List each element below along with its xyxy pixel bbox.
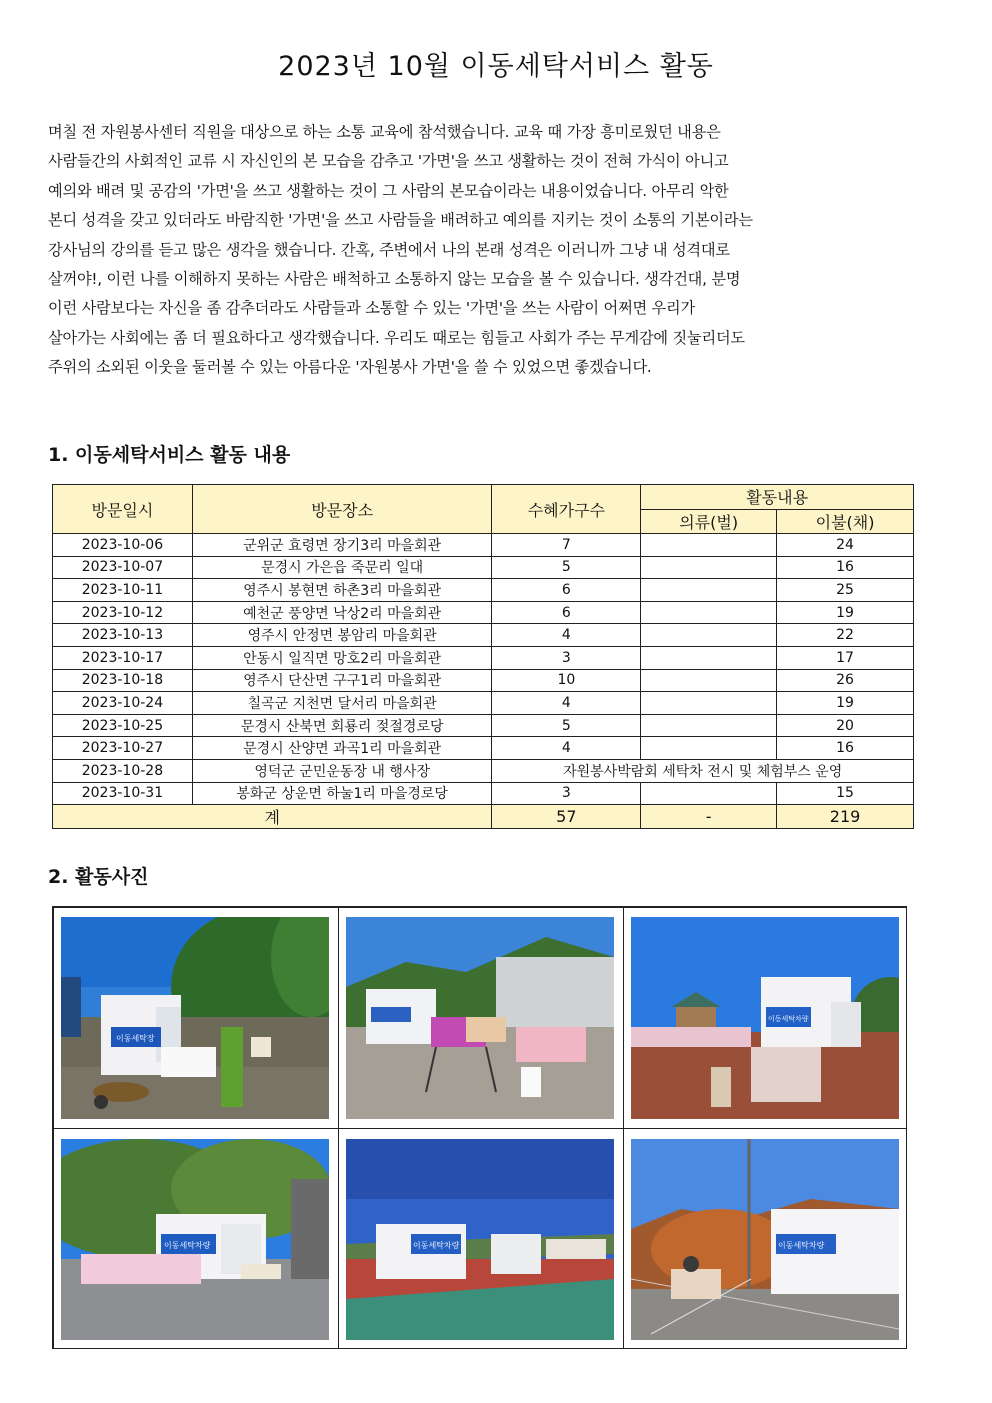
- total-label: 계: [53, 805, 492, 829]
- intro-line: 이런 사람보다는 자신을 좀 감추더라도 사람들과 소통할 수 있는 '가면'을 쓰는 사람이 어쩌면 우리가: [48, 299, 695, 318]
- cell-date: 2023-10-07: [53, 556, 193, 579]
- cell-clothes: [641, 669, 777, 692]
- cell-date: 2023-10-12: [53, 601, 193, 624]
- cell-date: 2023-10-11: [53, 579, 193, 602]
- table-row: [53, 624, 914, 647]
- cell-place: 군위군 효령면 장기3리 마을회관: [192, 534, 492, 557]
- activity-photo-5: [346, 1139, 614, 1340]
- cell-households: 3: [492, 782, 641, 805]
- cell-place: 영주시 안정면 봉암리 마을회관: [192, 624, 492, 647]
- cell-households: 6: [492, 601, 641, 624]
- table-row-special: [53, 759, 914, 782]
- table-row: [53, 601, 914, 624]
- intro-line: 살아가는 사회에는 좀 더 필요하다고 생각했습니다. 우리도 때로는 힘들고 사회가 주는 무게감에 짓눌리더도: [48, 328, 745, 347]
- total-households: 57: [492, 805, 641, 829]
- total-bedding: 219: [777, 805, 914, 829]
- page-title: 2023년 10월 이동세탁서비스 활동: [278, 51, 714, 82]
- cell-place: 영주시 봉현면 하촌3리 마을회관: [192, 579, 492, 602]
- intro-line: 며칠 전 자원봉사센터 직원을 대상으로 하는 소통 교육에 참석했습니다. 교육 때 가장 흥미로웠던 내용은: [48, 123, 721, 141]
- cell-clothes: [641, 692, 777, 715]
- cell-households: 7: [492, 534, 641, 557]
- cell-date: 2023-10-18: [53, 669, 193, 692]
- table-row: [53, 646, 914, 669]
- intro-line: 사람들간의 사회적인 교류 시 자신인의 본 모습을 감추고 '가면'을 쓰고 생활하는 것이 전혀 가식이 아니고: [48, 152, 729, 171]
- activity-photo-6: [631, 1139, 899, 1340]
- cell-households: 4: [492, 737, 641, 760]
- cell-bedding: 26: [777, 669, 914, 692]
- table-row: [53, 556, 914, 579]
- cell-clothes: [641, 601, 777, 624]
- cell-clothes: [641, 579, 777, 602]
- table-row: [53, 782, 914, 805]
- cell-households: 4: [492, 692, 641, 715]
- cell-households: 10: [492, 669, 641, 692]
- header-bedding: 이불(채): [777, 509, 914, 534]
- header-households: 수혜가구수: [492, 485, 641, 534]
- cell-households: 6: [492, 579, 641, 602]
- section-heading-photos: 2. 활동사진: [48, 866, 149, 888]
- header-place: 방문장소: [192, 485, 492, 534]
- table-row: [53, 669, 914, 692]
- total-clothes: -: [641, 805, 777, 829]
- photo-grid: [52, 906, 907, 1349]
- cell-clothes: [641, 534, 777, 557]
- cell-households: 3: [492, 646, 641, 669]
- cell-place: 영주시 단산면 구구1리 마을회관: [192, 669, 492, 692]
- truck-label: 이동세탁차량: [768, 1015, 809, 1023]
- activity-photo-4: [61, 1139, 329, 1340]
- header-activity: 활동내용: [641, 485, 914, 510]
- cell-clothes: [641, 624, 777, 647]
- cell-date: 2023-10-13: [53, 624, 193, 647]
- table-total-row: [53, 805, 914, 829]
- cell-date: 2023-10-25: [53, 714, 193, 737]
- activity-photo-1: [61, 917, 329, 1119]
- cell-clothes: [641, 737, 777, 760]
- cell-place: 영덕군 군민운동장 내 행사장: [192, 759, 492, 782]
- cell-place: 문경시 산북면 회룡리 젖절경로당: [192, 714, 492, 737]
- truck-label: 이동세탁차량: [778, 1241, 825, 1250]
- activity-table: [52, 484, 914, 829]
- table-row: [53, 579, 914, 602]
- table-row: [53, 534, 914, 557]
- table-row: [53, 714, 914, 737]
- cell-clothes: [641, 714, 777, 737]
- intro-line: 강사님의 강의를 듣고 많은 생각을 했습니다. 간혹, 주변에서 나의 본래 성격은 이러니까 그냥 내 성격대로: [48, 240, 730, 259]
- intro-line: 예의와 배려 및 공감의 '가면'을 쓰고 생활하는 것이 그 사람의 본모습이라는 내용이었습니다. 아무리 악한: [48, 181, 729, 200]
- cell-bedding: 16: [777, 556, 914, 579]
- cell-clothes: [641, 556, 777, 579]
- intro-line: 살꺼야!, 이런 나를 이해하지 못하는 사람은 배척하고 소통하지 않는 모습을 볼 수 있습니다. 생각건대, 분명: [48, 270, 741, 289]
- cell-bedding: 19: [777, 601, 914, 624]
- cell-bedding: 25: [777, 579, 914, 602]
- table-row: [53, 692, 914, 715]
- cell-bedding: 19: [777, 692, 914, 715]
- cell-place: 문경시 산양면 과곡1리 마을회관: [192, 737, 492, 760]
- cell-place: 예천군 풍양면 낙상2리 마을회관: [192, 601, 492, 624]
- cell-bedding: 24: [777, 534, 914, 557]
- intro-line: 주위의 소외된 이웃을 둘러볼 수 있는 아름다운 '자원봉사 가면'을 쓸 수 있었으면 좋겠습니다.: [48, 358, 652, 377]
- cell-date: 2023-10-31: [53, 782, 193, 805]
- cell-place: 칠곡군 지천면 달서리 마을회관: [192, 692, 492, 715]
- intro-paragraph: [48, 118, 948, 383]
- cell-date: 2023-10-06: [53, 534, 193, 557]
- cell-bedding: 17: [777, 646, 914, 669]
- cell-clothes: [641, 782, 777, 805]
- intro-line: 본디 성격을 갖고 있더라도 바람직한 '가면'을 쓰고 사람들을 배려하고 예의를 지키는 것이 소통의 기본이라는: [48, 211, 753, 230]
- cell-place: 안동시 일직면 망호2리 마을회관: [192, 646, 492, 669]
- cell-clothes: [641, 646, 777, 669]
- cell-date: 2023-10-27: [53, 737, 193, 760]
- cell-bedding: 20: [777, 714, 914, 737]
- activity-photo-2: [346, 917, 614, 1119]
- cell-bedding: 15: [777, 782, 914, 805]
- truck-label: 이동세탁장: [116, 1034, 155, 1043]
- table-row: [53, 737, 914, 760]
- header-date: 방문일시: [53, 485, 193, 534]
- cell-note: 자원봉사박람회 세탁차 전시 및 체험부스 운영: [492, 759, 914, 782]
- section-heading-activity: 1. 이동세탁서비스 활동 내용: [48, 444, 291, 466]
- truck-label: 이동세탁차량: [164, 1241, 211, 1250]
- truck-label: 이동세탁차량: [413, 1241, 460, 1250]
- cell-date: 2023-10-17: [53, 646, 193, 669]
- cell-date: 2023-10-24: [53, 692, 193, 715]
- cell-place: 문경시 가은읍 죽문리 일대: [192, 556, 492, 579]
- cell-households: 4: [492, 624, 641, 647]
- cell-bedding: 22: [777, 624, 914, 647]
- cell-households: 5: [492, 714, 641, 737]
- cell-place: 봉화군 상운면 하눌1리 마을경로당: [192, 782, 492, 805]
- activity-photo-3: [631, 917, 899, 1119]
- cell-households: 5: [492, 556, 641, 579]
- cell-date: 2023-10-28: [53, 759, 193, 782]
- header-clothes: 의류(벌): [641, 509, 777, 534]
- cell-bedding: 16: [777, 737, 914, 760]
